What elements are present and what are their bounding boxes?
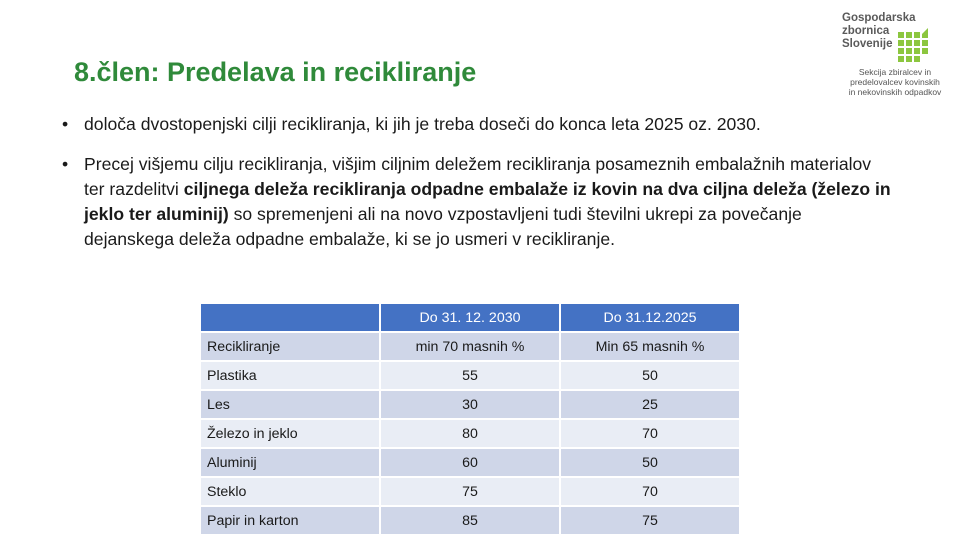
table-cell-2030: 60: [380, 448, 560, 477]
bullet-text: Precej višjemu cilju recikliranja, višjim ciljnim deležem recikliranja posameznih embalažnih materialov ter razdelitvi: [84, 154, 872, 199]
table-cell-2030: 85: [380, 506, 560, 535]
gzs-logo: [836, 10, 951, 102]
table-cell-material: Plastika: [200, 361, 380, 390]
bullet-text: so spremenjeni ali na novo vzpostavljeni tudi številni ukrepi za povečanje dejanskega deleža odpadne embalaže, ki se jo usmeri v recikliranje.: [84, 204, 802, 249]
table-row: [200, 419, 740, 448]
table-cell-2030: 75: [380, 477, 560, 506]
bullet-item: [62, 112, 892, 137]
table-cell-2025: 70: [560, 419, 740, 448]
table-cell-2030: 30: [380, 390, 560, 419]
table-cell-2025: 50: [560, 448, 740, 477]
bullet-text: določa dvostopenjski cilji recikliranja, ki jih je treba doseči do konca leta 2025 oz. 2030.: [84, 114, 761, 134]
table-header-row: [200, 303, 740, 332]
table-header-2025: Do 31.12.2025: [560, 303, 740, 332]
table-cell-2030: 80: [380, 419, 560, 448]
bullet-text-bold: ciljnega deleža recikliranja odpadne embalaže iz kovin na dva ciljna deleža (železo in jeklo ter aluminij): [84, 179, 891, 224]
logo-name-line: Gospodarska: [842, 12, 916, 24]
table-header-blank: [200, 303, 380, 332]
table-header-2030: Do 31. 12. 2030: [380, 303, 560, 332]
table-cell-material: Železo in jeklo: [200, 419, 380, 448]
table-cell-2025: Min 65 masnih %: [560, 332, 740, 361]
logo-grid-icon: [898, 28, 932, 62]
logo-subtitle-line: in nekovinskih odpadkov: [848, 87, 942, 97]
table-row: [200, 448, 740, 477]
bullet-item: [62, 152, 892, 252]
table-cell-2030: 55: [380, 361, 560, 390]
table-row: [200, 506, 740, 535]
table-row: [200, 477, 740, 506]
logo-name: [842, 12, 916, 51]
table-row: [200, 361, 740, 390]
table-cell-2025: 70: [560, 477, 740, 506]
table-cell-material: Les: [200, 390, 380, 419]
table-row: [200, 332, 740, 361]
bullet-list: [62, 112, 892, 267]
bullet-dot: •: [62, 154, 69, 174]
table-cell-material: Aluminij: [200, 448, 380, 477]
table-cell-2025: 25: [560, 390, 740, 419]
bullet-dot: •: [62, 114, 69, 134]
logo-subtitle-line: Sekcija zbiralcev in: [858, 67, 932, 77]
table-cell-2030: min 70 masnih %: [380, 332, 560, 361]
logo-name-line: zbornica: [842, 25, 890, 37]
table-cell-2025: 50: [560, 361, 740, 390]
recycling-targets-table: [200, 303, 740, 535]
logo-subtitle: [836, 67, 954, 97]
table-cell-material: Recikliranje: [200, 332, 380, 361]
table-cell-material: Steklo: [200, 477, 380, 506]
logo-subtitle-line: predelovalcev kovinskih: [850, 77, 940, 87]
slide-title: 8.člen: Predelava in recikliranje: [74, 57, 477, 87]
table-row: [200, 390, 740, 419]
table-cell-material: Papir in karton: [200, 506, 380, 535]
table-cell-2025: 75: [560, 506, 740, 535]
logo-name-line: Slovenije: [842, 38, 893, 50]
